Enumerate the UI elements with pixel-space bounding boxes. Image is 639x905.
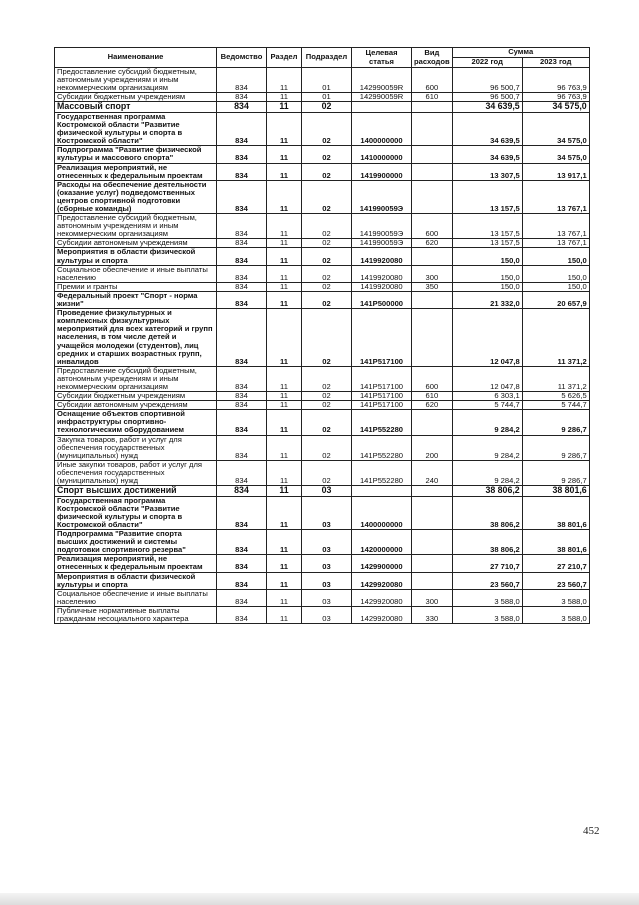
table-row	[55, 589, 590, 606]
row-sum-2022: 150,0	[452, 265, 522, 282]
row-podrazdel: 03	[302, 589, 352, 606]
row-name: Проведение физкультурных и комплексных физкультурных мероприятий для всех категорий и групп населения, в том числе детей и учащейся молодежи (студентов), лиц средних и старших возрастных групп, инвалидов	[55, 309, 217, 367]
budget-table	[54, 47, 590, 624]
row-vedomstvo: 834	[217, 93, 267, 102]
row-expense-type: 610	[412, 392, 453, 401]
row-target-article: 141P517100	[352, 392, 412, 401]
row-target-article: 1419920080	[352, 248, 412, 265]
table-row	[55, 606, 590, 623]
row-target-article: 1410000000	[352, 146, 412, 163]
row-sum-2023: 5 626,5	[522, 392, 589, 401]
row-name: Предоставление субсидий бюджетным, автономным учреждениям и иным некоммерческим организациям	[55, 366, 217, 391]
row-sum-2023: 38 801,6	[522, 486, 589, 497]
row-target-article: 141P500000	[352, 291, 412, 308]
row-name: Иные закупки товаров, работ и услуг для обеспечения государственных (муниципальных) нужд	[55, 460, 217, 485]
header-vedomstvo: Ведомство	[217, 48, 267, 68]
row-name: Мероприятия в области физической культуры и спорта	[55, 572, 217, 589]
row-podrazdel: 03	[302, 555, 352, 572]
row-sum-2022: 13 307,5	[452, 163, 522, 180]
row-name: Мероприятия в области физической культуры и спорта	[55, 248, 217, 265]
row-name: Оснащение объектов спортивной инфраструктуры спортивно-технологическим оборудованием	[55, 410, 217, 435]
row-expense-type	[412, 146, 453, 163]
header-target-article: Целевая статья	[352, 48, 412, 68]
row-podrazdel: 02	[302, 239, 352, 248]
row-name: Субсидии автономным учреждениям	[55, 239, 217, 248]
row-name: Публичные нормативные выплаты гражданам несоциального характера	[55, 606, 217, 623]
row-expense-type: 240	[412, 460, 453, 485]
row-razdel: 11	[267, 486, 302, 497]
row-razdel: 11	[267, 589, 302, 606]
row-sum-2023: 23 560,7	[522, 572, 589, 589]
row-target-article: 141990059Э	[352, 239, 412, 248]
row-sum-2023: 20 657,9	[522, 291, 589, 308]
row-target-article: 141P517100	[352, 309, 412, 367]
table-row	[55, 366, 590, 391]
row-expense-type: 620	[412, 401, 453, 410]
row-podrazdel: 02	[302, 392, 352, 401]
row-razdel: 11	[267, 93, 302, 102]
table-row	[55, 112, 590, 145]
row-expense-type	[412, 486, 453, 497]
row-expense-type	[412, 291, 453, 308]
row-vedomstvo: 834	[217, 496, 267, 529]
row-target-article: 1429920080	[352, 606, 412, 623]
row-expense-type	[412, 496, 453, 529]
header-sum: Сумма	[452, 48, 589, 58]
table-row	[55, 530, 590, 555]
row-expense-type: 610	[412, 93, 453, 102]
row-sum-2023: 34 575,0	[522, 112, 589, 145]
row-target-article: 142990059R	[352, 93, 412, 102]
row-podrazdel: 02	[302, 248, 352, 265]
row-target-article: 142990059R	[352, 68, 412, 93]
row-vedomstvo: 834	[217, 555, 267, 572]
row-expense-type	[412, 410, 453, 435]
table-row	[55, 572, 590, 589]
row-razdel: 11	[267, 435, 302, 460]
row-podrazdel: 02	[302, 180, 352, 213]
row-podrazdel: 02	[302, 112, 352, 145]
row-name: Расходы на обеспечение деятельности (оказание услуг) подведомственных центров спортивной подготовки (сборные команды)	[55, 180, 217, 213]
row-vedomstvo: 834	[217, 163, 267, 180]
row-vedomstvo: 834	[217, 530, 267, 555]
row-expense-type	[412, 180, 453, 213]
row-sum-2023: 96 763,9	[522, 68, 589, 93]
row-podrazdel: 02	[302, 460, 352, 485]
row-razdel: 11	[267, 214, 302, 239]
row-target-article: 141P552280	[352, 435, 412, 460]
row-sum-2023: 9 286,7	[522, 410, 589, 435]
row-podrazdel: 03	[302, 572, 352, 589]
row-sum-2022: 34 639,5	[452, 146, 522, 163]
row-sum-2022: 3 588,0	[452, 606, 522, 623]
row-sum-2022: 23 560,7	[452, 572, 522, 589]
row-vedomstvo: 834	[217, 68, 267, 93]
table-row	[55, 146, 590, 163]
table-row	[55, 248, 590, 265]
row-sum-2022: 34 639,5	[452, 102, 522, 113]
row-vedomstvo: 834	[217, 282, 267, 291]
row-vedomstvo: 834	[217, 486, 267, 497]
row-sum-2022: 27 710,7	[452, 555, 522, 572]
row-vedomstvo: 834	[217, 401, 267, 410]
row-razdel: 11	[267, 282, 302, 291]
row-target-article: 1419920080	[352, 282, 412, 291]
row-vedomstvo: 834	[217, 291, 267, 308]
row-vedomstvo: 834	[217, 214, 267, 239]
row-target-article: 141990059Э	[352, 214, 412, 239]
row-podrazdel: 02	[302, 214, 352, 239]
row-vedomstvo: 834	[217, 410, 267, 435]
row-razdel: 11	[267, 392, 302, 401]
row-name: Спорт высших достижений	[55, 486, 217, 497]
row-sum-2022: 38 806,2	[452, 530, 522, 555]
row-razdel: 11	[267, 265, 302, 282]
row-sum-2022: 34 639,5	[452, 112, 522, 145]
table-row	[55, 435, 590, 460]
table-header	[55, 48, 590, 68]
row-razdel: 11	[267, 410, 302, 435]
row-sum-2023: 150,0	[522, 265, 589, 282]
row-target-article: 1419900000	[352, 163, 412, 180]
row-razdel: 11	[267, 401, 302, 410]
row-razdel: 11	[267, 572, 302, 589]
header-podrazdel: Подраздел	[302, 48, 352, 68]
row-expense-type: 300	[412, 589, 453, 606]
table-row	[55, 163, 590, 180]
row-podrazdel: 02	[302, 265, 352, 282]
row-sum-2023: 27 210,7	[522, 555, 589, 572]
row-name: Подпрограмма "Развитие спорта высших достижений и системы подготовки спортивного резерва"	[55, 530, 217, 555]
row-razdel: 11	[267, 309, 302, 367]
row-razdel: 11	[267, 606, 302, 623]
row-sum-2023: 11 371,2	[522, 309, 589, 367]
row-sum-2022: 12 047,8	[452, 309, 522, 367]
row-razdel: 11	[267, 460, 302, 485]
row-podrazdel: 02	[302, 435, 352, 460]
row-razdel: 11	[267, 530, 302, 555]
table-row	[55, 555, 590, 572]
row-expense-type	[412, 163, 453, 180]
row-vedomstvo: 834	[217, 112, 267, 145]
row-vedomstvo: 834	[217, 572, 267, 589]
row-sum-2022: 96 500,7	[452, 93, 522, 102]
row-expense-type	[412, 102, 453, 113]
row-name: Государственная программа Костромской области "Развитие физической культуры и спорта в Костромской области"	[55, 112, 217, 145]
row-sum-2022: 13 157,5	[452, 239, 522, 248]
row-razdel: 11	[267, 146, 302, 163]
row-vedomstvo: 834	[217, 606, 267, 623]
header-year-2022: 2022 год	[452, 58, 522, 68]
row-vedomstvo: 834	[217, 248, 267, 265]
row-target-article: 141P517100	[352, 401, 412, 410]
header-razdel: Раздел	[267, 48, 302, 68]
row-vedomstvo: 834	[217, 309, 267, 367]
table-row	[55, 180, 590, 213]
row-sum-2022: 12 047,8	[452, 366, 522, 391]
row-sum-2022: 150,0	[452, 282, 522, 291]
table-row	[55, 496, 590, 529]
row-podrazdel: 03	[302, 606, 352, 623]
row-expense-type: 330	[412, 606, 453, 623]
row-vedomstvo: 834	[217, 435, 267, 460]
row-vedomstvo: 834	[217, 589, 267, 606]
row-sum-2023: 13 767,1	[522, 239, 589, 248]
row-vedomstvo: 834	[217, 239, 267, 248]
row-vedomstvo: 834	[217, 265, 267, 282]
row-vedomstvo: 834	[217, 102, 267, 113]
row-sum-2023: 11 371,2	[522, 366, 589, 391]
row-podrazdel: 03	[302, 496, 352, 529]
row-sum-2023: 38 801,6	[522, 530, 589, 555]
row-sum-2023: 9 286,7	[522, 460, 589, 485]
row-podrazdel: 01	[302, 68, 352, 93]
row-expense-type: 350	[412, 282, 453, 291]
row-razdel: 11	[267, 102, 302, 113]
row-target-article: 1429920080	[352, 572, 412, 589]
row-sum-2022: 13 157,5	[452, 180, 522, 213]
header-expense-type: Вид расходов	[412, 48, 453, 68]
row-expense-type: 600	[412, 214, 453, 239]
row-podrazdel: 02	[302, 366, 352, 391]
row-target-article: 1429900000	[352, 555, 412, 572]
row-podrazdel: 02	[302, 410, 352, 435]
row-name: Социальное обеспечение и иные выплаты населению	[55, 265, 217, 282]
row-sum-2022: 96 500,7	[452, 68, 522, 93]
row-vedomstvo: 834	[217, 392, 267, 401]
row-name: Предоставление субсидий бюджетным, автономным учреждениям и иным некоммерческим организациям	[55, 68, 217, 93]
row-name: Социальное обеспечение и иные выплаты населению	[55, 589, 217, 606]
row-podrazdel: 02	[302, 401, 352, 410]
row-razdel: 11	[267, 163, 302, 180]
row-sum-2022: 38 806,2	[452, 496, 522, 529]
page-number: 452	[583, 825, 600, 837]
table-row	[55, 410, 590, 435]
row-expense-type: 600	[412, 366, 453, 391]
row-expense-type: 300	[412, 265, 453, 282]
row-name: Реализация мероприятий, не отнесенных к федеральным проектам	[55, 163, 217, 180]
row-target-article: 1400000000	[352, 496, 412, 529]
table-body	[55, 68, 590, 624]
row-podrazdel: 03	[302, 530, 352, 555]
row-name: Государственная программа Костромской области "Развитие физической культуры и спорта в Костромской области"	[55, 496, 217, 529]
row-sum-2023: 13 767,1	[522, 180, 589, 213]
row-sum-2023: 38 801,6	[522, 496, 589, 529]
table-row	[55, 265, 590, 282]
row-sum-2023: 34 575,0	[522, 102, 589, 113]
row-expense-type	[412, 309, 453, 367]
row-sum-2022: 3 588,0	[452, 589, 522, 606]
row-target-article: 141P552280	[352, 460, 412, 485]
row-vedomstvo: 834	[217, 460, 267, 485]
row-sum-2023: 150,0	[522, 282, 589, 291]
row-target-article: 1429920080	[352, 589, 412, 606]
row-name: Федеральный проект "Спорт - норма жизни"	[55, 291, 217, 308]
row-podrazdel: 01	[302, 93, 352, 102]
row-sum-2023: 13 767,1	[522, 214, 589, 239]
row-target-article: 141P552280	[352, 410, 412, 435]
row-expense-type	[412, 555, 453, 572]
row-sum-2022: 9 284,2	[452, 460, 522, 485]
row-razdel: 11	[267, 366, 302, 391]
row-podrazdel: 02	[302, 291, 352, 308]
row-razdel: 11	[267, 291, 302, 308]
row-podrazdel: 02	[302, 146, 352, 163]
row-razdel: 11	[267, 496, 302, 529]
row-target-article: 1400000000	[352, 112, 412, 145]
row-sum-2022: 5 744,7	[452, 401, 522, 410]
row-target-article	[352, 486, 412, 497]
row-podrazdel: 02	[302, 309, 352, 367]
row-sum-2022: 150,0	[452, 248, 522, 265]
row-target-article: 141990059Э	[352, 180, 412, 213]
table-row	[55, 486, 590, 497]
row-sum-2022: 6 303,1	[452, 392, 522, 401]
row-podrazdel: 02	[302, 163, 352, 180]
row-sum-2023: 3 588,0	[522, 606, 589, 623]
row-sum-2022: 9 284,2	[452, 435, 522, 460]
row-sum-2023: 9 286,7	[522, 435, 589, 460]
row-expense-type	[412, 530, 453, 555]
row-name: Субсидии бюджетным учреждениям	[55, 93, 217, 102]
row-sum-2023: 5 744,7	[522, 401, 589, 410]
row-target-article: 1420000000	[352, 530, 412, 555]
table-row	[55, 309, 590, 367]
row-sum-2023: 34 575,0	[522, 146, 589, 163]
row-razdel: 11	[267, 68, 302, 93]
row-sum-2023: 3 588,0	[522, 589, 589, 606]
row-razdel: 11	[267, 248, 302, 265]
scan-edge	[0, 893, 639, 905]
row-name: Закупка товаров, работ и услуг для обеспечения государственных (муниципальных) нужд	[55, 435, 217, 460]
header-name: Наименование	[55, 48, 217, 68]
row-name: Подпрограмма "Развитие физической культуры и массового спорта"	[55, 146, 217, 163]
table-row	[55, 291, 590, 308]
table-row	[55, 102, 590, 113]
row-name: Субсидии бюджетным учреждениям	[55, 392, 217, 401]
row-sum-2023: 13 917,1	[522, 163, 589, 180]
row-razdel: 11	[267, 180, 302, 213]
header-year-2023: 2023 год	[522, 58, 589, 68]
row-name: Субсидии автономным учреждениям	[55, 401, 217, 410]
table-row	[55, 68, 590, 93]
row-expense-type: 620	[412, 239, 453, 248]
row-razdel: 11	[267, 239, 302, 248]
row-podrazdel: 02	[302, 102, 352, 113]
row-target-article	[352, 102, 412, 113]
row-name: Массовый спорт	[55, 102, 217, 113]
row-vedomstvo: 834	[217, 366, 267, 391]
row-name: Предоставление субсидий бюджетным, автономным учреждениям и иным некоммерческим организациям	[55, 214, 217, 239]
row-expense-type	[412, 572, 453, 589]
row-sum-2022: 9 284,2	[452, 410, 522, 435]
row-expense-type	[412, 248, 453, 265]
row-vedomstvo: 834	[217, 180, 267, 213]
row-sum-2023: 150,0	[522, 248, 589, 265]
row-sum-2022: 38 806,2	[452, 486, 522, 497]
table-row	[55, 460, 590, 485]
row-razdel: 11	[267, 555, 302, 572]
table-row	[55, 214, 590, 239]
row-sum-2023: 96 763,9	[522, 93, 589, 102]
row-razdel: 11	[267, 112, 302, 145]
row-sum-2022: 13 157,5	[452, 214, 522, 239]
row-target-article: 1419920080	[352, 265, 412, 282]
row-name: Реализация мероприятий, не отнесенных к федеральным проектам	[55, 555, 217, 572]
budget-table-sheet	[54, 47, 590, 624]
row-expense-type: 600	[412, 68, 453, 93]
row-sum-2022: 21 332,0	[452, 291, 522, 308]
row-podrazdel: 03	[302, 486, 352, 497]
row-target-article: 141P517100	[352, 366, 412, 391]
row-expense-type: 200	[412, 435, 453, 460]
row-name: Премии и гранты	[55, 282, 217, 291]
row-vedomstvo: 834	[217, 146, 267, 163]
row-podrazdel: 02	[302, 282, 352, 291]
row-expense-type	[412, 112, 453, 145]
